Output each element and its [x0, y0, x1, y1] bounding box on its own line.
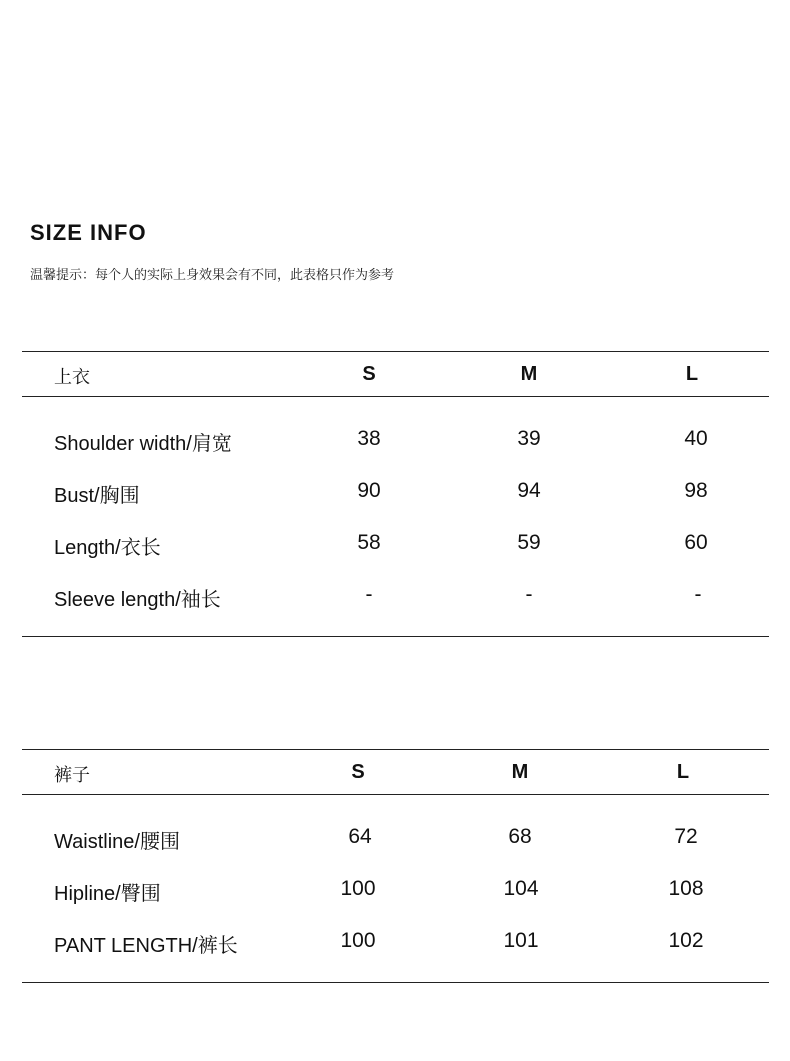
measure-value-m: 101	[503, 929, 539, 952]
measure-value-s: 64	[348, 825, 372, 848]
size-s-header: S	[362, 363, 376, 385]
table-header-rule	[22, 396, 769, 397]
size-l-header: L	[685, 363, 699, 385]
measure-value-m: 94	[517, 479, 541, 502]
measure-name: Sleeve length/袖长	[54, 589, 221, 611]
measure-value-l: -	[694, 583, 702, 606]
pants-size-table	[22, 749, 769, 989]
measure-value-l: 72	[674, 825, 698, 848]
pants-label: 裤子	[54, 765, 90, 786]
measure-value-s: 100	[340, 929, 376, 952]
measure-name: Waistline/腰围	[54, 831, 180, 853]
table-top-rule	[22, 351, 769, 352]
measure-name: Length/衣长	[54, 537, 161, 559]
measure-value-s: 90	[357, 479, 381, 502]
measure-value-m: 68	[508, 825, 532, 848]
page-title: SIZE INFO	[30, 220, 147, 245]
table-bottom-rule	[22, 636, 769, 637]
measure-value-l: 60	[684, 531, 708, 554]
size-m-header: M	[511, 761, 529, 783]
measure-value-m: 59	[517, 531, 541, 554]
measure-value-l: 108	[668, 877, 704, 900]
measure-value-l: 102	[668, 929, 704, 952]
measure-value-l: 98	[684, 479, 708, 502]
table-top-rule	[22, 749, 769, 750]
tops-label: 上衣	[54, 367, 90, 388]
measure-value-m: 39	[517, 427, 541, 450]
measure-value-s: -	[365, 583, 373, 606]
measure-value-m: -	[525, 583, 533, 606]
size-m-header: M	[520, 363, 538, 385]
measure-value-l: 40	[684, 427, 708, 450]
size-note: 温馨提示：每个人的实际上身效果会有不同，此表格只作为参考	[30, 267, 395, 282]
table-header-rule	[22, 794, 769, 795]
size-l-header: L	[676, 761, 690, 783]
measure-value-s: 38	[357, 427, 381, 450]
measure-value-m: 104	[503, 877, 539, 900]
tops-size-table	[22, 351, 769, 641]
size-s-header: S	[351, 761, 365, 783]
measure-name: PANT LENGTH/裤长	[54, 935, 238, 957]
measure-name: Hipline/臀围	[54, 883, 161, 905]
measure-value-s: 58	[357, 531, 381, 554]
table-bottom-rule	[22, 982, 769, 983]
measure-value-s: 100	[340, 877, 376, 900]
measure-name: Shoulder width/肩宽	[54, 433, 232, 455]
measure-name: Bust/胸围	[54, 485, 140, 507]
